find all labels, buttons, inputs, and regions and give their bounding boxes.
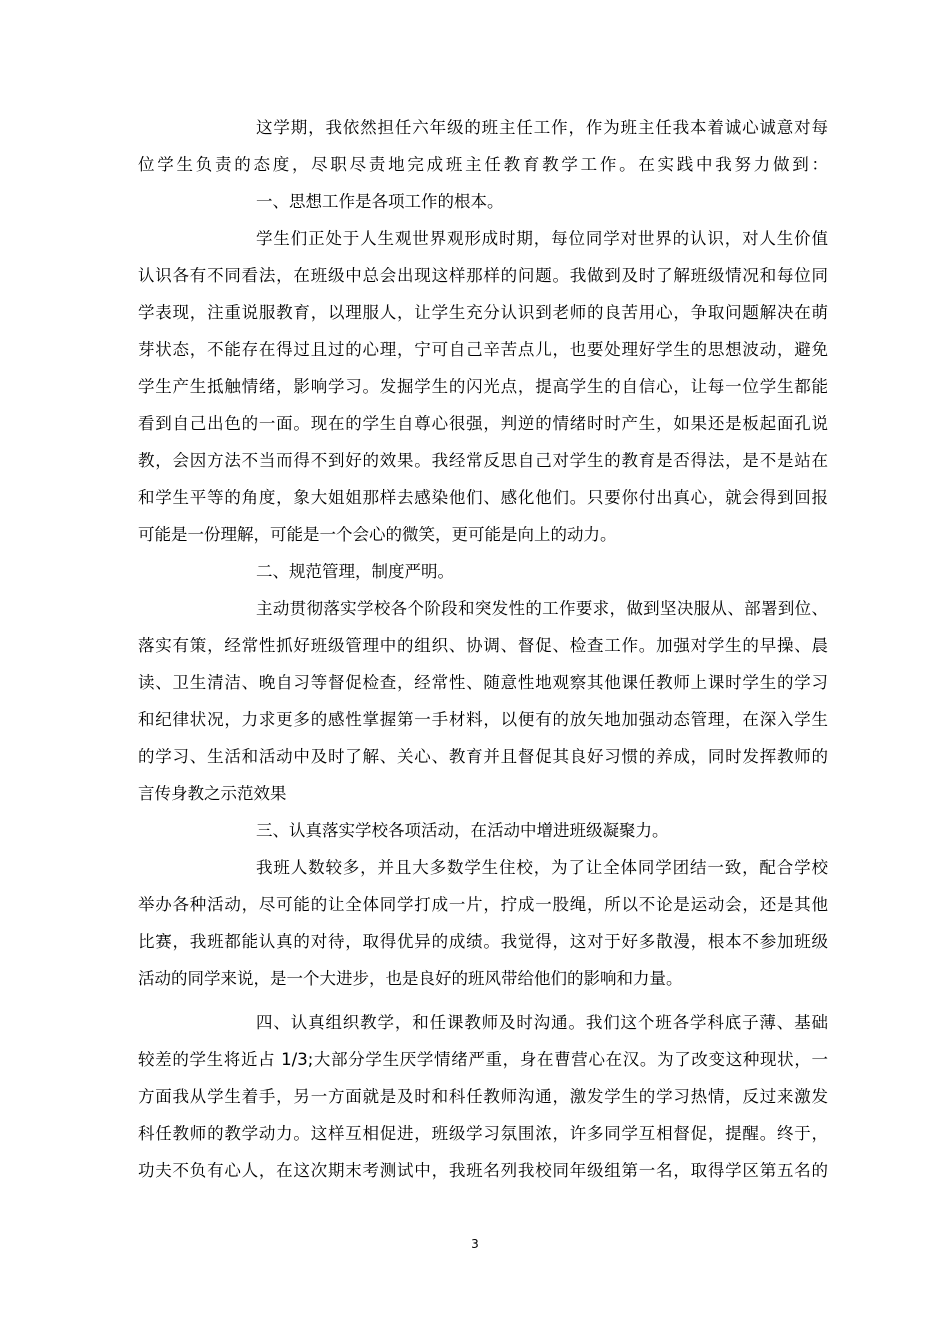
paragraph-intro-line-1: 这学期，我依然担任六年级的班主任工作，作为班主任我本着诚心诚意对每: [256, 118, 828, 137]
section-1-line-4: 芽状态，不能存在得过且过的心理，宁可自己辛苦点儿，也要处理好学生的思想波动，避免: [138, 340, 828, 359]
section-3-line-2: 举办各种活动，尽可能的让全体同学打成一片，拧成一股绳，所以不论是运动会，还是其他: [138, 895, 828, 914]
section-2-line-2: 落实有策，经常性抓好班级管理中的组织、协调、督促、检查工作。加强对学生的早操、晨: [138, 636, 828, 655]
section-4-line-1: 四、认真组织教学，和任课教师及时沟通。我们这个班各学科底子薄、基础: [256, 1013, 828, 1032]
section-1-line-2: 认识各有不同看法，在班级中总会出现这样那样的问题。我做到及时了解班级情况和每位同: [138, 266, 828, 285]
section-1-line-9: 可能是一份理解，可能是一个会心的微笑，更可能是向上的动力。: [138, 525, 617, 544]
section-1-line-8: 和学生平等的角度，象大姐姐那样去感染他们、感化他们。只要你付出真心，就会得到回报: [138, 488, 828, 507]
section-3-line-4: 活动的同学来说，是一个大进步，也是良好的班风带给他们的影响和力量。: [138, 969, 683, 988]
section-4-line-3: 方面我从学生着手，另一方面就是及时和科任教师沟通，激发学生的学习热情，反过来激发: [138, 1087, 828, 1106]
section-3-line-3: 比赛，我班都能认真的对待，取得优异的成绩。我觉得，这对于好多散漫，根本不参加班级: [138, 932, 828, 951]
section-4-line-5: 功夫不负有心人，在这次期末考测试中，我班名列我校同年级组第一名，取得学区第五名的: [138, 1161, 828, 1180]
section-1-line-7: 教，会因方法不当而得不到好的效果。我经常反思自己对学生的教育是否得法，是不是站在: [138, 451, 828, 470]
section-1-line-5: 学生产生抵触情绪，影响学习。发掘学生的闪光点，提高学生的自信心，让每一位学生都能: [138, 377, 828, 396]
section-2-line-3: 读、卫生清洁、晚自习等督促检查，经常性、随意性地观察其他课任教师上课时学生的学习: [138, 673, 828, 692]
section-1-line-1: 学生们正处于人生观世界观形成时期，每位同学对世界的认识，对人生价值: [256, 229, 828, 248]
page-number: 3: [471, 1237, 479, 1251]
section-4-line-2: 较差的学生将近占 1/3;大部分学生厌学情绪严重，身在曹营心在汉。为了改变这种现状，一: [138, 1050, 828, 1069]
paragraph-intro-line-2: 位学生负责的态度，尽职尽责地完成班主任教育教学工作。在实践中我努力做到：: [138, 155, 828, 174]
section-2-line-1: 主动贯彻落实学校各个阶段和突发性的工作要求，做到坚决服从、部署到位、: [256, 599, 828, 618]
section-heading-3: 三、认真落实学校各项活动，在活动中增进班级凝聚力。: [256, 821, 669, 840]
section-4-line-4: 科任教师的教学动力。这样互相促进，班级学习氛围浓，许多同学互相督促，提醒。终于，: [138, 1124, 828, 1143]
section-1-line-3: 学表现，注重说服教育，以理服人，让学生充分认识到老师的良苦用心，争取问题解决在萌: [138, 303, 828, 322]
section-heading-1: 一、思想工作是各项工作的根本。: [256, 192, 504, 211]
section-1-line-6: 看到自己出色的一面。现在的学生自尊心很强，判逆的情绪时时产生，如果还是板起面孔说: [138, 414, 828, 433]
section-3-line-1: 我班人数较多，并且大多数学生住校，为了让全体同学团结一致，配合学校: [256, 858, 828, 877]
section-heading-2: 二、规范管理，制度严明。: [256, 562, 454, 581]
section-2-line-6: 言传身教之示范效果: [138, 784, 287, 803]
section-2-line-4: 和纪律状况，力求更多的感性掌握第一手材料，以便有的放矢地加强动态管理，在深入学生: [138, 710, 828, 729]
section-2-line-5: 的学习、生活和活动中及时了解、关心、教育并且督促其良好习惯的养成，同时发挥教师的: [138, 747, 828, 766]
